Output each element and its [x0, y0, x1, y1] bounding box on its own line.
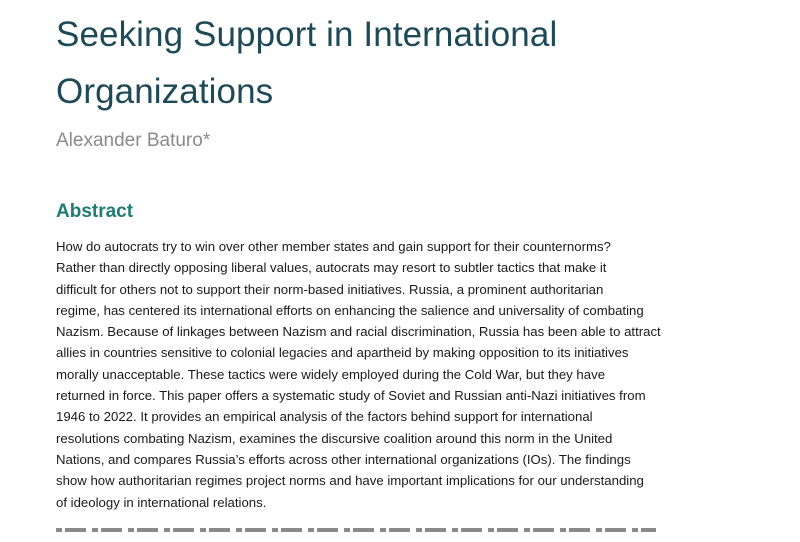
- abstract-line: allies in countries sensitive to colonial legacies and apartheid by making opposition to its initiatives: [56, 345, 629, 361]
- abstract-line: regime, has centered its international efforts on enhancing the salience and universality of combating: [56, 302, 644, 318]
- abstract-heading: Abstract: [56, 201, 134, 222]
- abstract-line: Nazism. Because of linkages between Nazism and racial discrimination, Russia has been able to attract: [56, 324, 661, 340]
- abstract-line: resolutions combating Nazism, examines the discursive coalition around this norm in the United: [56, 430, 613, 446]
- abstract-body: [56, 236, 696, 513]
- abstract-line: difficult for others not to support their norm-based initiatives. Russia, a prominent authoritarian: [56, 281, 604, 297]
- abstract-line: of ideology in international relations.: [56, 494, 267, 510]
- abstract-line: Rather than directly opposing liberal values, autocrats may resort to subtler tactics that make it: [56, 260, 607, 276]
- abstract-line: How do autocrats try to win over other member states and gain support for their counternorms?: [56, 239, 611, 254]
- paper-title-line-2: Organizations: [56, 72, 274, 111]
- abstract-line: 1946 to 2022. It provides an empirical analysis of the factors behind support for international: [56, 409, 593, 425]
- cut-off-text-glyphs: [56, 528, 656, 532]
- abstract-line: morally unacceptable. These tactics were widely employed during the Cold War, but they have: [56, 366, 606, 382]
- paper-title-line-1: Seeking Support in International: [56, 15, 558, 54]
- abstract-line: show how authoritarian regimes project norms and have important implications for our understanding: [56, 473, 644, 489]
- abstract-line: Nations, and compares Russia’s efforts across other international organizations (IOs). The findings: [56, 451, 631, 467]
- abstract-line: returned in force. This paper offers a systematic study of Soviet and Russian anti-Nazi initiatives from: [56, 388, 646, 404]
- paper-author: Alexander Baturo*: [56, 130, 211, 151]
- paper-title: [56, 0, 736, 120]
- cut-off-text-line: [56, 528, 656, 542]
- paper-page: [56, 0, 736, 513]
